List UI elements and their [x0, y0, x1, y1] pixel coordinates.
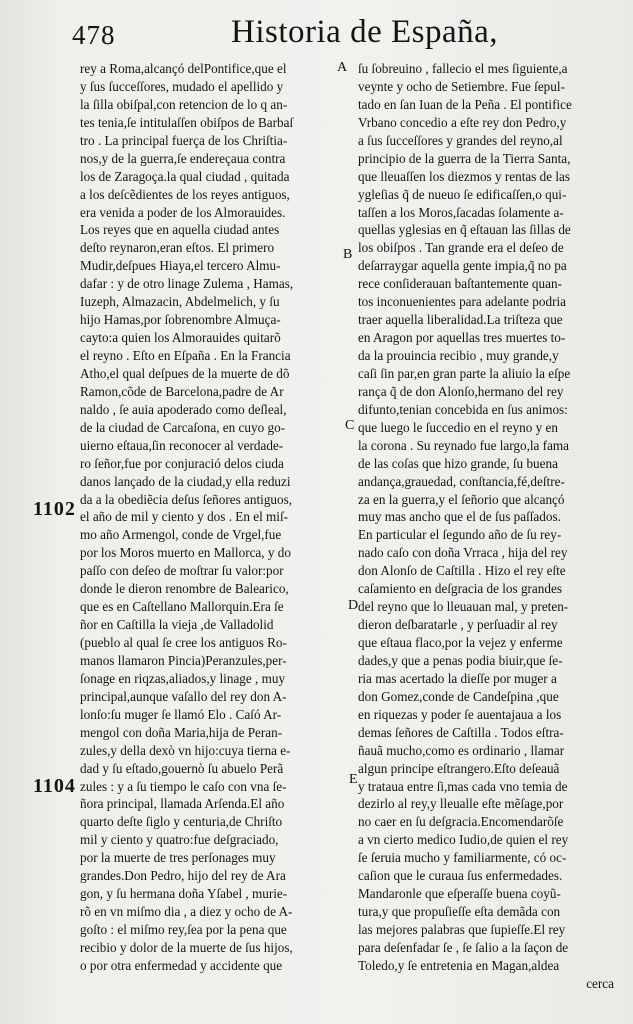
page-number: 478	[72, 20, 116, 50]
text-line: recibio y dolor de la muerte de ſus hijos,	[80, 939, 293, 955]
text-line: quellas yglesias en q̃ eſtauan las ſillas de	[358, 222, 571, 238]
text-line: Ramon,cõde de Barcelona,padre de Ar	[80, 383, 284, 399]
text-line: era venida a poder de los Almorauides.	[80, 204, 286, 220]
text-line: deſto reynaron,eran eſtos. El primero	[80, 240, 275, 256]
text-line: el año de mil y ciento y dos . En el miſ-	[80, 509, 289, 525]
text-line: mengol con doña Maria,hija de Peran-	[80, 724, 283, 740]
text-line: que lleuaſſen los diezmos y rentas de las	[358, 168, 571, 184]
text-line: deſarraygar aquella gente impia,q̃ no pa	[358, 258, 567, 274]
text-line: las mejores palabras que ſupieſſe.El rey	[358, 922, 566, 937]
text-line: dieron deſbaratarle , y perſuadir al rey	[358, 617, 558, 633]
text-line: por la muerte de tres perſonages muy	[80, 850, 276, 866]
text-line: ñora principal, llamada Arſenda.El año	[80, 796, 285, 812]
text-line: Mandaronle que eſperaſſe buena coyũ-	[358, 886, 561, 902]
text-line: Los reyes que en aquella ciudad antes	[80, 222, 280, 238]
text-line: cerca	[586, 975, 614, 991]
text-line: lonſo:ſu muger ſe llamó Elo . Caſó Ar-	[80, 706, 282, 722]
text-line: por los Moros muerto en Mallorca, y do	[80, 545, 291, 561]
left-text-column	[80, 60, 355, 975]
section-marker-e: E	[349, 772, 358, 787]
text-line: traer aquella liberalidad.La triſteza que	[358, 312, 563, 328]
text-line: uierno eſtaua,ſin reconocer al verdade-	[80, 437, 284, 453]
text-line: rõ en vn miſmo dia , a diez y ocho de A-	[80, 904, 293, 920]
text-line: caſion que le curaua ſus enfermedades.	[358, 868, 563, 884]
text-line: nos,y de la guerra,ſe endereçaua contra	[80, 150, 286, 166]
text-line: rança q̃ de don Alonſo,hermano del rey	[358, 383, 564, 399]
margin-year-1102: 1102	[33, 498, 76, 520]
text-line: el reyno . Eſto en Eſpaña . En la Francia	[80, 348, 291, 363]
text-line: del reyno que lo lleuauan mal, y preten-	[358, 599, 569, 615]
text-line: (pueblo al qual ſe cree los antiguos Ro-	[80, 635, 287, 650]
section-marker-c: C	[345, 418, 355, 433]
text-line: ñor en Caſtilla la vieja ,de Valladolid	[80, 617, 274, 633]
text-line: naldo , ſe auia apoderado como deſleal,	[80, 401, 287, 417]
text-line: y ſus ſucceſſores, mudado el apellido y	[80, 78, 284, 94]
text-line: ygleſias q̃ de nueuo ſe edificaſſen,o qui-	[358, 186, 567, 202]
text-line: de la ciudad de Carcaſona, en cuyo go-	[80, 419, 286, 435]
text-line: dezirlo al rey,y lleualle eſte mẽſage,por	[358, 796, 564, 812]
text-line: Atho,el qual deſpues de la muerte de dõ	[80, 365, 290, 381]
text-line: ro ſeñor,fue por conjuració delos ciuda	[80, 455, 284, 471]
text-line: tes tenia,ſe intitulaſſen obiſpos de Barbaſ	[80, 114, 294, 130]
text-line: nado caſo con doña Vrraca , hija del rey	[358, 545, 568, 561]
text-line: rey a Roma,alcançó delPontifice,que el	[80, 61, 287, 76]
text-line: tura,y que propuſieſſe eſta demãda con	[358, 904, 561, 920]
text-line: dades,y que a penas podia biuir,que ſe-	[358, 652, 563, 668]
text-line: Mudir,deſpues Hiaya,el tercero Almu-	[80, 258, 281, 274]
text-line: zules : y a ſu tiempo le caſo con vna ſe-	[80, 778, 287, 794]
text-line: en riquezas y poder ſe auentajaua a los	[358, 706, 562, 722]
text-line: mo año Armengol, conde de Vrgel,fue	[80, 527, 282, 543]
text-line: principio de la guerra de la Tierra Santa,	[358, 150, 571, 166]
text-line: goſto : el miſmo rey,ſea por la pena que	[80, 922, 287, 937]
section-marker-d: D	[348, 598, 359, 613]
text-line: veynte y ocho de Setiembre. Fue ſepul-	[358, 78, 565, 94]
text-line: demas ſeñores de Caſtilla . Todos eſtra-	[358, 724, 564, 740]
text-line: don Gomez,conde de Candeſpina ,que	[358, 688, 559, 704]
text-line: don Alonſo de Caſtilla . Hizo el rey eſte	[358, 563, 566, 579]
text-line: tro . La principal fuerça de los Chriſtia-	[80, 132, 288, 148]
text-line: ñauã mucho,como es ordinario , llamar	[358, 742, 565, 758]
text-line: a vn cierto medico Iudio,de quien el rey	[358, 832, 569, 848]
text-line: grandes.Don Pedro, hijo del rey de Ara	[80, 868, 286, 884]
text-line: paſſo con deſeo de moſtrar ſu valor:por	[80, 563, 284, 579]
text-line: ria mas acertado la dieſſe por muger a	[358, 670, 557, 686]
text-line: la corona . Su reynado fue largo,la fama	[358, 437, 570, 453]
text-line: danos lançado de la ciudad,y ella reduzi	[80, 473, 291, 489]
text-line: que eſtaua flaco,por la vejez y enferme	[358, 635, 563, 650]
text-line: a ſus ſucceſſores y grandes del reyno,al	[358, 132, 563, 148]
text-line: a los deſcẽdientes de los reyes antiguos,	[80, 186, 290, 202]
text-line: Toledo,y ſe entretenia en Magan,aldea	[358, 957, 560, 973]
text-line: gon, y ſu hermana doña Yſabel , murie-	[80, 886, 288, 902]
text-line: tos inconuenientes para adelante podria	[358, 294, 566, 310]
text-line: da a la obediẽcia deſus ſeñores antiguos,	[80, 491, 293, 507]
text-line: dafar : y de otro linage Zulema , Hamas,	[80, 276, 294, 292]
text-line: manos llamaron Pincia)Peranzules,per-	[80, 652, 287, 668]
text-line: o por otra enfermedad y accidente que	[80, 957, 283, 973]
margin-year-1104: 1104	[33, 775, 76, 797]
text-line: Vrbano concedio a eſte rey don Pedro,y	[358, 114, 567, 130]
text-line: dad y ſu eſtado,gouernò ſu abuelo Perã	[80, 760, 284, 776]
text-line: taſſen a los Moros,ſacadas ſolamente a-	[358, 204, 564, 220]
running-title: Historia de España,	[231, 14, 499, 50]
right-text-column	[358, 60, 616, 993]
text-line: cayto:a quien los Almorauides quitarõ	[80, 330, 281, 346]
text-line: caſamiento en deſgracia de los grandes	[358, 581, 562, 597]
text-line: quarto deſte ſiglo y centuria,de Chriſto	[80, 814, 283, 830]
section-marker-b: B	[343, 247, 353, 262]
text-line: que luego le ſuccedio en el reyno y en	[358, 419, 558, 435]
text-line: principal,aunque vaſallo del rey don A-	[80, 688, 287, 704]
text-line: ſonage en riqzas,aliados,y linage , muy	[80, 670, 286, 686]
text-line: ſu ſobreuino , fallecio el mes ſiguiente,a	[358, 61, 568, 76]
text-line: y trataua entre ſi,mas cada vno temia de	[358, 778, 568, 794]
text-line: la ſilla obiſpal,con retencion de lo q an-	[80, 96, 288, 112]
text-line: algun principe eſtrangero.Eſto deſeauã	[358, 760, 560, 776]
text-line: los de Zaragoça.la qual ciudad , quitada	[80, 168, 290, 184]
text-line: zules,y della dexò vn hijo:cuya tierna e-	[80, 742, 291, 758]
text-line: no caer en ſu deſgracia.Encomendarõſe	[358, 814, 564, 830]
text-line: ſe ſeruia mucho y familiarmente, có oc-	[358, 850, 567, 866]
text-line: en Aragon por aquellas tres muertes to-	[358, 330, 566, 346]
text-line: hijo Hamas,por ſobrenombre Almuça-	[80, 312, 281, 328]
text-line: mil y ciento y quatro:fue deſgraciado,	[80, 832, 279, 848]
text-line: difunto,tenian concebida en ſus animos:	[358, 401, 568, 417]
text-line: En particular el ſegundo año de ſu rey-	[358, 527, 562, 543]
text-line: andança,grauedad, conſtancia,fé,deſtre-	[358, 473, 565, 489]
text-line: tado en ſan Iuan de la Peña . El pontifice	[358, 96, 572, 112]
text-line: muy mas ancho que el de ſus paſſados.	[358, 509, 561, 525]
text-line: rece conſiderauan baſtantemente quan-	[358, 276, 562, 292]
text-line: da la prouincia recibio , muy grande,y	[358, 348, 559, 363]
text-line: para deſenfadar ſe , ſe ſalio a la ſaçon de	[358, 939, 569, 955]
text-line: caſi ſin par,en gran parte la aliuio la eſpe	[358, 365, 571, 381]
section-marker-a: A	[337, 60, 348, 75]
text-line: que es en Caſtellano Mallorquin.Era ſe	[80, 599, 284, 615]
text-line: Iuzeph, Almazacin, Abdelmelich, y ſu	[80, 294, 280, 310]
text-line: donde le dieron renombre de Balearico,	[80, 581, 289, 597]
text-line: los obiſpos . Tan grande era el deſeo de	[358, 240, 564, 256]
text-line: de las coſas que hizo grande, ſu buena	[358, 455, 558, 471]
text-line: za en la guerra,y el ſeñorio que alcançó	[358, 491, 565, 507]
